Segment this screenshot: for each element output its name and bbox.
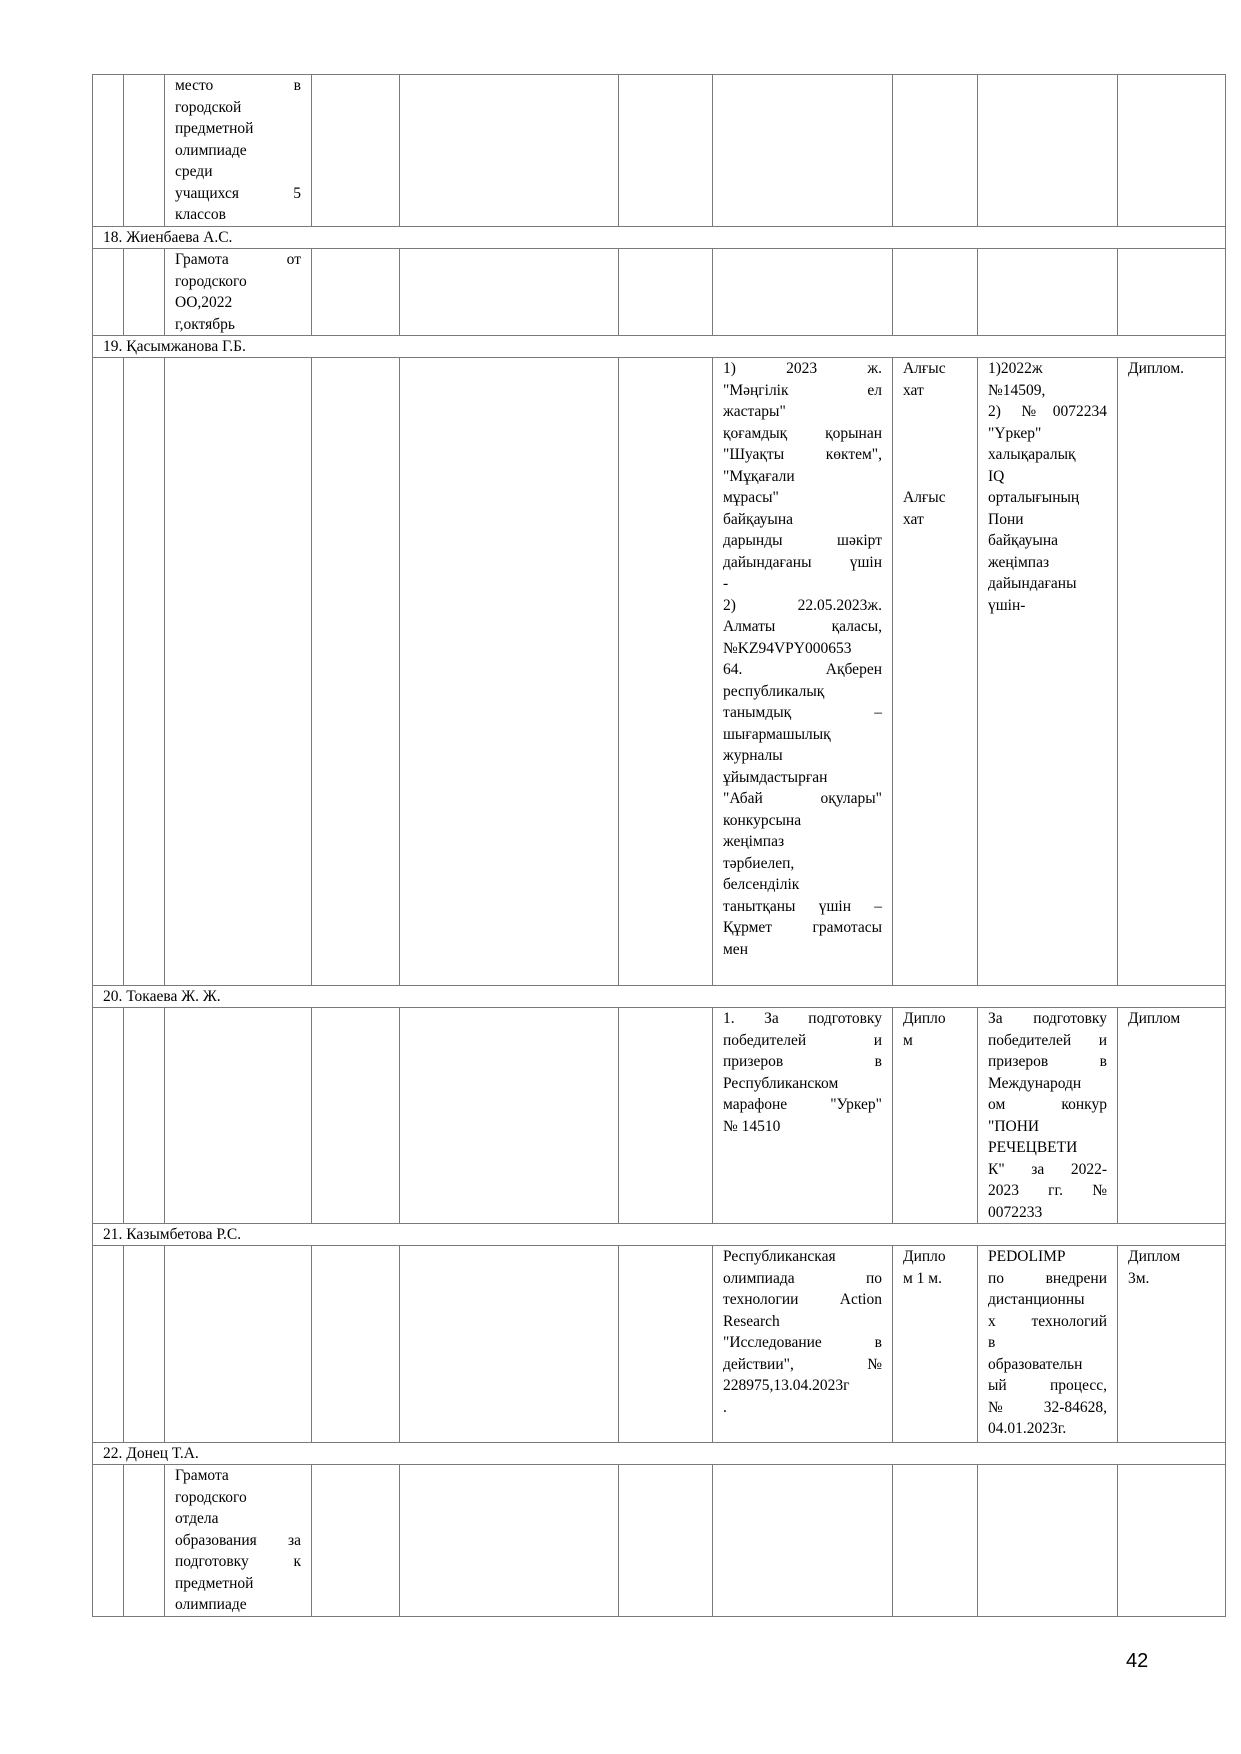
- cell-col-3: [165, 1246, 312, 1443]
- cell-line: "Шуақты көктем",: [723, 446, 882, 463]
- award-row: [93, 1008, 1226, 1224]
- cell-line: подготовку к: [175, 1553, 301, 1570]
- cell-col-5: [400, 75, 619, 227]
- cell-line: городской: [175, 98, 242, 116]
- cell-line: дарынды шәкірт: [723, 532, 882, 549]
- cell-col-4: [312, 1465, 400, 1617]
- cell-col-6: [619, 249, 713, 336]
- cell-line: городского: [175, 1488, 247, 1506]
- cell-line: хат: [903, 381, 924, 399]
- teacher-name: 19. Қасымжанова Г.Б.: [93, 336, 1226, 358]
- cell-line: байқауына: [723, 510, 794, 528]
- cell-line: №KZ94VPY000653: [723, 639, 852, 657]
- cell-line: 2) 22.05.2023ж.: [723, 596, 882, 614]
- cell-col-9: [978, 1246, 1118, 1443]
- award-row: [93, 75, 1226, 227]
- cell-line: РЕЧЕЦВЕТИ: [988, 1139, 1078, 1156]
- cell-col-9: [978, 75, 1118, 227]
- teacher-name-row: [93, 227, 1226, 249]
- cell-col-10: [1118, 1246, 1226, 1443]
- cell-line: "ПОНИ: [988, 1117, 1040, 1135]
- cell-line: танытқаны үшін –: [723, 897, 882, 915]
- cell-line: ом конкур: [988, 1096, 1107, 1113]
- cell-line: шығармашылық: [723, 725, 831, 743]
- cell-col-2: [124, 358, 165, 986]
- cell-line: Дипло: [903, 1010, 946, 1027]
- cell-line: журналы: [723, 747, 783, 764]
- award-row: [93, 1465, 1226, 1617]
- cell-line: 64. Ақберен: [723, 661, 882, 678]
- cell-line: 0072233: [988, 1203, 1043, 1221]
- cell-line: танымдық –: [723, 704, 882, 721]
- cell-line: тәрбиелеп,: [723, 854, 795, 872]
- cell-line: отдела: [175, 1510, 219, 1527]
- cell-line: №14509,: [988, 381, 1046, 399]
- cell-col-1: [93, 1008, 124, 1224]
- cell-line: .: [723, 1398, 727, 1416]
- cell-line: жеңімпаз: [723, 833, 785, 850]
- cell-line: 04.01.2023г.: [988, 1420, 1067, 1437]
- award-row: [93, 249, 1226, 336]
- cell-line: 2) №0072234: [988, 403, 1107, 420]
- cell-line: "Абай оқулары": [723, 790, 882, 807]
- cell-line: х технологий: [988, 1312, 1107, 1330]
- cell-line: технологии Action: [723, 1291, 882, 1308]
- cell-line: классов: [175, 206, 226, 223]
- cell-line: № 14510: [723, 1117, 781, 1135]
- cell-col-2: [124, 75, 165, 227]
- cell-line: Алматы қаласы,: [723, 618, 882, 635]
- cell-col-2: [124, 1008, 165, 1224]
- cell-col-5: [400, 1246, 619, 1443]
- cell-line: белсенділік: [723, 876, 800, 893]
- cell-line: орталығының: [988, 489, 1080, 506]
- cell-line: 3м.: [1128, 1269, 1150, 1287]
- cell-line: мен: [723, 940, 748, 958]
- cell-line: жастары": [723, 403, 786, 420]
- teacher-name-row: [93, 1224, 1226, 1246]
- teacher-name: 21. Казымбетова Р.С.: [93, 1224, 1226, 1246]
- cell-col-1: [93, 75, 124, 227]
- cell-line: г,октябрь: [175, 315, 235, 333]
- cell-line: 228975,13.04.2023г: [723, 1377, 850, 1394]
- cell-line: дайындағаны үшін: [723, 553, 882, 571]
- cell-line: хат: [903, 510, 924, 528]
- cell-line: ый процесс,: [988, 1377, 1107, 1394]
- cell-col-6: [619, 1465, 713, 1617]
- cell-col-6: [619, 75, 713, 227]
- cell-col-4: [312, 249, 400, 336]
- cell-col-4: [312, 75, 400, 227]
- cell-line: Алғыс: [903, 360, 946, 377]
- cell-line: К" за 2022-: [988, 1160, 1107, 1178]
- cell-col-5: [400, 1008, 619, 1224]
- cell-col-4: [312, 1246, 400, 1443]
- cell-line: 1. За подготовку: [723, 1010, 882, 1027]
- teacher-name: 20. Токаева Ж. Ж.: [93, 986, 1226, 1008]
- cell-text-block: [903, 358, 967, 401]
- cell-line: PEDOLIMP: [988, 1248, 1066, 1265]
- cell-line: Диплом: [1128, 1248, 1181, 1265]
- cell-line: образования за: [175, 1531, 301, 1549]
- cell-line: 1)2022ж: [988, 360, 1043, 377]
- cell-col-8: [893, 249, 978, 336]
- cell-col-3: [165, 1465, 312, 1617]
- cell-line: олимпиаде: [175, 1596, 247, 1613]
- cell-line: м 1 м.: [903, 1269, 942, 1287]
- cell-line: Грамота: [175, 1467, 229, 1484]
- cell-col-2: [124, 1246, 165, 1443]
- award-row: [93, 1246, 1226, 1443]
- cell-line: в: [988, 1334, 996, 1351]
- cell-col-3: [165, 1008, 312, 1224]
- cell-line: предметной: [175, 120, 254, 137]
- cell-line: марафоне "Уркер": [723, 1096, 882, 1113]
- cell-line: 2023 гг. №: [988, 1182, 1107, 1199]
- cell-line: среди: [175, 163, 213, 180]
- cell-line: -: [723, 575, 729, 592]
- cell-col-7: [713, 358, 893, 986]
- cell-line: ОО,2022: [175, 294, 233, 311]
- page-number: 42: [1126, 1650, 1149, 1672]
- cell-col-5: [400, 1465, 619, 1617]
- cell-line: "Мәңгілік ел: [723, 381, 882, 399]
- teacher-name-row: [93, 1443, 1226, 1465]
- cell-col-7: [713, 1246, 893, 1443]
- cell-col-6: [619, 1008, 713, 1224]
- cell-col-6: [619, 358, 713, 986]
- cell-col-10: [1118, 1465, 1226, 1617]
- cell-line: Республиканском: [723, 1074, 839, 1092]
- cell-line: IQ: [988, 467, 1005, 485]
- cell-col-1: [93, 1246, 124, 1443]
- cell-line: конкурсына: [723, 811, 802, 829]
- cell-line: үшін-: [988, 596, 1026, 614]
- cell-col-9: [978, 358, 1118, 986]
- cell-col-9: [978, 1465, 1118, 1617]
- cell-col-8: [893, 358, 978, 986]
- cell-col-8: [893, 75, 978, 227]
- cell-text-block: [903, 487, 967, 530]
- cell-line: Дипло: [903, 1248, 946, 1265]
- cell-line: жеңімпаз: [988, 553, 1050, 571]
- cell-line: 1) 2023 ж.: [723, 360, 882, 377]
- cell-line: призеров в: [723, 1053, 882, 1070]
- cell-line: № 32-84628,: [988, 1398, 1107, 1416]
- cell-col-7: [713, 1465, 893, 1617]
- cell-line: дистанционны: [988, 1291, 1085, 1308]
- teacher-name-row: [93, 336, 1226, 358]
- cell-line: "Үркер": [988, 424, 1042, 442]
- cell-col-7: [713, 249, 893, 336]
- cell-col-10: [1118, 249, 1226, 336]
- cell-line: учащихся 5: [175, 184, 301, 202]
- cell-col-5: [400, 249, 619, 336]
- teacher-name-row: [93, 986, 1226, 1008]
- cell-line: Алғыс: [903, 489, 946, 506]
- cell-line: м: [903, 1031, 913, 1049]
- cell-line: халықаралық: [988, 446, 1076, 463]
- cell-line: действии", №: [723, 1355, 882, 1373]
- cell-line: Құрмет грамотасы: [723, 919, 882, 936]
- cell-line: За подготовку: [988, 1010, 1107, 1027]
- cell-col-3: [165, 249, 312, 336]
- cell-line: победителей и: [988, 1031, 1107, 1049]
- cell-col-6: [619, 1246, 713, 1443]
- cell-line: республикалық: [723, 682, 825, 700]
- cell-line: Республиканская: [723, 1248, 836, 1265]
- cell-line: "Исследование в: [723, 1334, 882, 1351]
- cell-line: қоғамдық қорынан: [723, 424, 882, 442]
- awards-table: [92, 74, 1226, 1617]
- cell-line: Research: [723, 1312, 780, 1330]
- cell-line: по внедрени: [988, 1269, 1107, 1287]
- cell-col-8: [893, 1008, 978, 1224]
- cell-col-1: [93, 358, 124, 986]
- cell-col-3: [165, 358, 312, 986]
- cell-line: "Мұқағали: [723, 467, 795, 485]
- cell-col-8: [893, 1246, 978, 1443]
- cell-col-10: Диплом: [1118, 1008, 1226, 1224]
- cell-col-3: [165, 75, 312, 227]
- cell-col-8: [893, 1465, 978, 1617]
- cell-col-10: [1118, 75, 1226, 227]
- cell-line: ұйымдастырған: [723, 768, 828, 786]
- cell-line: дайындағаны: [988, 575, 1077, 592]
- teacher-name: 22. Донец Т.А.: [93, 1443, 1226, 1465]
- award-row: [93, 358, 1226, 986]
- cell-line: мұрасы": [723, 489, 779, 506]
- cell-line: победителей и: [723, 1031, 882, 1049]
- cell-col-9: [978, 1008, 1118, 1224]
- cell-line: Международн: [988, 1074, 1082, 1092]
- cell-line: городского: [175, 272, 247, 290]
- cell-col-1: [93, 249, 124, 336]
- cell-col-5: [400, 358, 619, 986]
- cell-col-7: [713, 75, 893, 227]
- cell-col-2: [124, 1465, 165, 1617]
- cell-col-9: [978, 249, 1118, 336]
- cell-col-4: [312, 1008, 400, 1224]
- cell-line: предметной: [175, 1574, 254, 1592]
- cell-col-1: [93, 1465, 124, 1617]
- cell-line: призеров в: [988, 1053, 1107, 1070]
- cell-line: образовательн: [988, 1355, 1083, 1373]
- cell-col-7: [713, 1008, 893, 1224]
- cell-line: Грамота от: [175, 251, 301, 268]
- cell-line: олимпиаде: [175, 141, 247, 159]
- cell-line: байқауына: [988, 532, 1059, 549]
- cell-line: Пони: [988, 510, 1024, 528]
- cell-col-10: Диплом.: [1118, 358, 1226, 986]
- teacher-name: 18. Жиенбаева А.С.: [93, 227, 1226, 249]
- cell-col-4: [312, 358, 400, 986]
- cell-line: олимпиада по: [723, 1269, 882, 1287]
- cell-col-2: [124, 249, 165, 336]
- cell-line: место в: [175, 77, 301, 94]
